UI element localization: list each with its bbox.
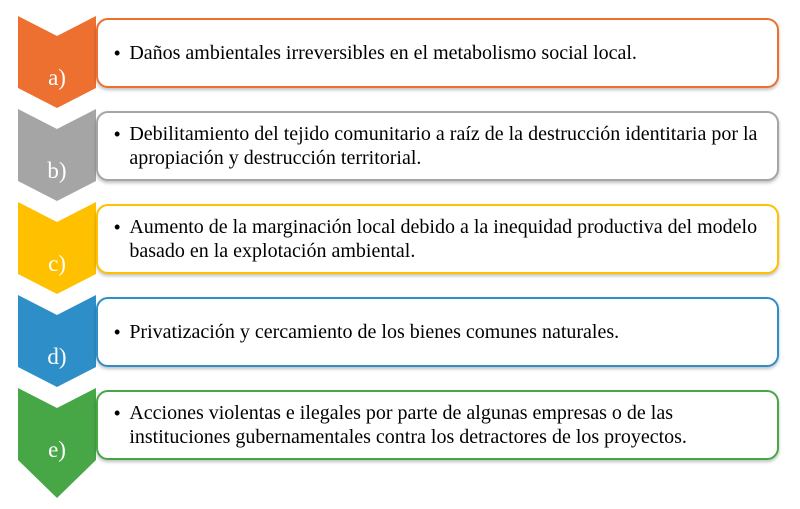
- bullet-e: •: [114, 403, 121, 423]
- item-e-text: Acciones violentas e ilegales por parte de algunas empresas o de las instituciones gubernamentales contra los detractores de los proyectos.: [129, 402, 687, 448]
- list-item-a: [0, 16, 800, 108]
- chevron-b-shape: [18, 109, 96, 201]
- item-c-box: [96, 204, 779, 274]
- list-item-c: [0, 202, 800, 294]
- item-a-text: Daños ambientales irreversibles en el metabolismo social local.: [129, 41, 637, 64]
- bullet-b: •: [114, 124, 121, 144]
- chevron-a-shape: [18, 16, 96, 108]
- item-c-letter: c): [48, 251, 66, 276]
- item-d-text: Privatización y cercamiento de los bienes comunes naturales.: [129, 320, 620, 343]
- item-b-letter: b): [47, 158, 67, 183]
- item-a-letter: a): [48, 65, 66, 90]
- item-e-box: [96, 390, 779, 460]
- item-b-box: [96, 111, 779, 181]
- bullet-c: •: [114, 217, 121, 237]
- chevron-e-shape: [18, 388, 96, 480]
- item-a-box: [96, 18, 779, 88]
- list-item-d: [0, 295, 800, 387]
- chevron-d-shape: [18, 295, 96, 387]
- bullet-d: •: [114, 321, 121, 342]
- item-c-text: Aumento de la marginación local debido a la inequidad productiva del modelo basado en la explotación ambiental.: [129, 216, 758, 262]
- item-d-letter: d): [47, 344, 67, 369]
- list-item-b: [0, 109, 800, 201]
- chevron-c-shape: [18, 202, 96, 294]
- list-item-e: [0, 388, 800, 480]
- item-d-box: [96, 297, 779, 367]
- item-e-letter: e): [48, 437, 66, 462]
- item-b-text: Debilitamiento del tejido comunitario a raíz de la destrucción identitaria por la apropiación y destrucción territorial.: [129, 123, 758, 169]
- bullet-a: •: [114, 42, 121, 63]
